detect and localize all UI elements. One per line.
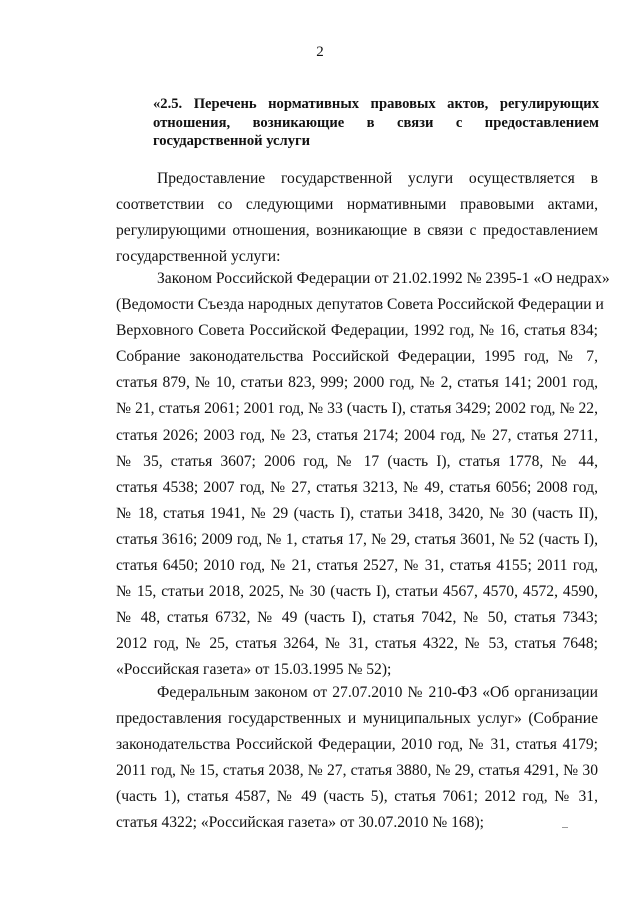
text-line: статья 4538; 2007 год, № 27, статья 3213, № 49, статья 6056; 2008 год, (116, 478, 598, 496)
text-line: статья 3616; 2009 год, № 1, статья 17, № 29, статья 3601, № 52 (часть I), (116, 530, 598, 548)
text-line: статья 879, № 10, статьи 823, 999; 2000 год, № 2, статья 141; 2001 год, (116, 374, 598, 392)
text-line: 2011 год, № 15, статья 2038, № 27, статья 3880, № 29, статья 4291, № 30 (116, 762, 598, 780)
text-line: (часть 1), статья 4587, № 49 (часть 5), статья 7061; 2012 год, № 31, (116, 788, 598, 806)
paragraph-law-on-subsoil (116, 266, 610, 684)
text-line: «Российская газета» от 15.03.1995 № 52); (116, 661, 392, 679)
text-line: регулирующими отношения, возникающие в связи с предоставлением (116, 222, 598, 240)
text-line: 2012 год, № 25, статья 3264, № 31, статья 4322, № 53, статья 7648; (116, 635, 598, 653)
heading-line: государственной услуги (153, 133, 311, 149)
text-line: № 48, статья 6732, № 49 (часть I), статья 7042, № 50, статья 7343; (116, 609, 598, 627)
text-line: Законом Российской Федерации от 21.02.1992 № 2395-1 «О недрах» (157, 270, 610, 287)
text-line: Собрание законодательства Российской Федерации, 1995 год, № 7, (116, 348, 598, 366)
text-line: (Ведомости Съезда народных депутатов Совета Российской Федерации и (116, 296, 604, 314)
text-line: № 21, статья 2061; 2001 год, № 33 (часть I), статья 3429; 2002 год, № 22, (116, 400, 598, 418)
paragraph-federal-law-210 (116, 680, 598, 837)
text-line: государственной услуги: (116, 248, 281, 266)
text-line: статья 6450; 2010 год, № 21, статья 2527, № 31, статья 4155; 2011 год, (116, 557, 598, 575)
text-line: № 35, статья 3607; 2006 год, № 17 (часть I), статья 1778, № 44, (116, 452, 598, 470)
text-line: статья 4322; «Российская газета» от 30.07.2010 № 168); (116, 814, 484, 832)
heading-line: «2.5. Перечень нормативных правовых актов, регулирующих (153, 96, 599, 112)
text-line: статья 2026; 2003 год, № 23, статья 2174; 2004 год, № 27, статья 2711, (116, 426, 598, 444)
text-line: № 18, статья 1941, № 29 (часть I), статьи 3418, 3420, № 30 (часть II), (116, 504, 598, 522)
heading-line: отношения, возникающие в связи с предоставлением (153, 114, 599, 131)
text-line: № 15, статьи 2018, 2025, № 30 (часть I), статьи 4567, 4570, 4572, 4590, (116, 583, 598, 601)
text-line: Верховного Совета Российской Федерации, 1992 год, № 16, статья 834; (116, 322, 598, 340)
scan-artifact (562, 827, 568, 828)
section-heading (153, 95, 599, 151)
text-line: соответствии со следующими нормативными правовыми актами, (116, 196, 598, 214)
text-line: законодательства Российской Федерации, 2010 год, № 31, статья 4179; (116, 736, 598, 754)
paragraph-intro (116, 166, 598, 270)
text-line: Федеральным законом от 27.07.2010 № 210-ФЗ «Об организации (157, 684, 598, 701)
text-line: Предоставление государственной услуги осуществляется в (157, 170, 598, 187)
page-number: 2 (316, 44, 324, 60)
text-line: предоставления государственных и муниципальных услуг» (Собрание (116, 710, 598, 728)
